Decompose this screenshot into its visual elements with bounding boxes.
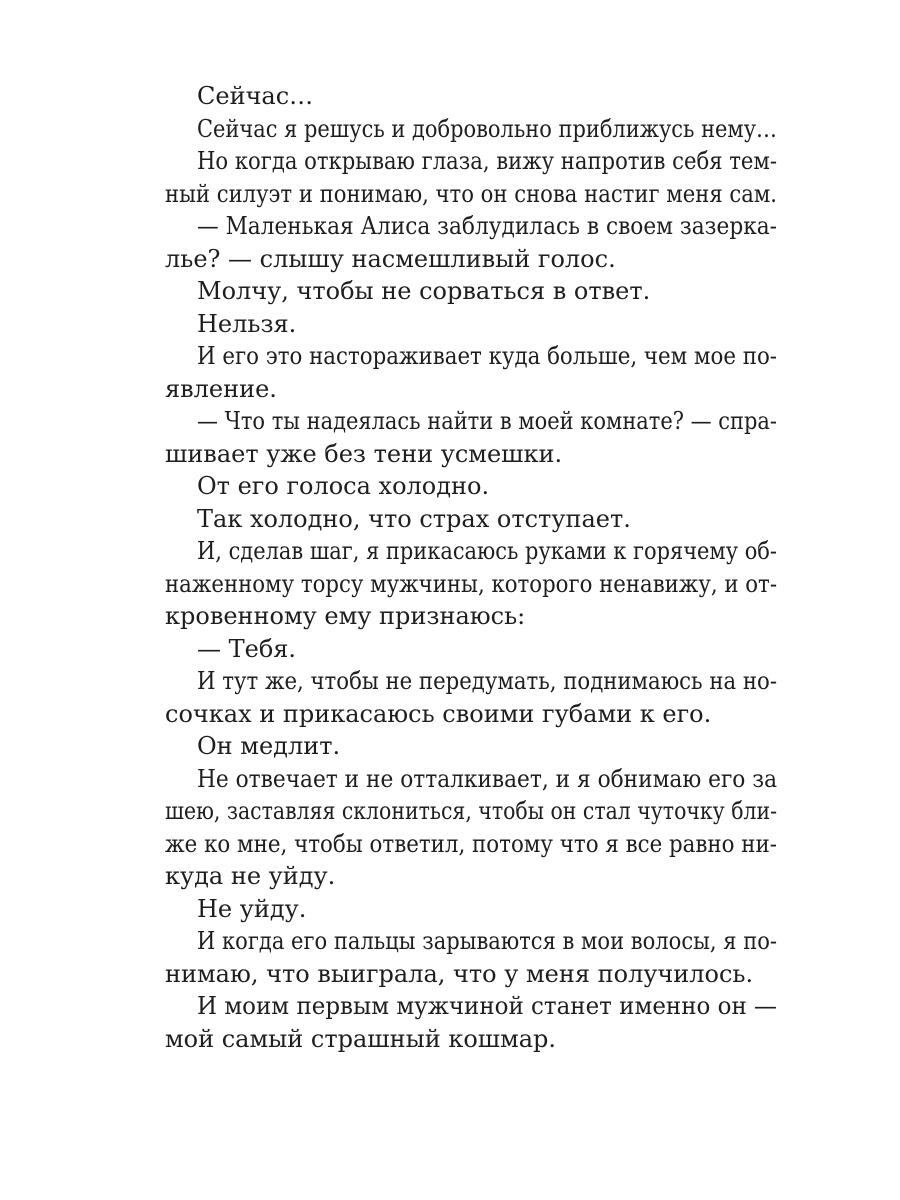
text-line: Не уйду. [197,894,307,923]
text-line: Но когда открываю глаза, вижу напротив себя тем- [197,147,777,175]
page-text [165,80,777,1055]
text-line: Не отвечает и не отталкивает, и я обнимаю его за [197,764,777,793]
text-line: кровенному ему признаюсь: [165,602,526,630]
text-line: И моим первым мужчиной станет именно он — [197,992,777,1020]
text-line: явление. [165,374,277,403]
text-line: ный силуэт и понимаю, что он снова настиг меня сам. [165,179,777,208]
text-line: лье? — слышу насмешливый голос. [165,244,616,273]
text-line: Так холодно, что страх отступает. [197,504,631,533]
text-line: От его голоса холодно. [197,472,490,500]
text-line: Нельзя. [197,309,297,338]
text-line: сочках и прикасаюсь своими губами к его. [165,699,712,728]
text-line: И его это настораживает куда больше, чем мое по- [197,342,777,370]
text-line: И, сделав шаг, я прикасаюсь руками к горячему об- [197,537,777,565]
text-line: же ко мне, чтобы ответил, потому что я все равно ни- [165,829,777,858]
text-line: шивает уже без тени усмешки. [165,439,563,468]
text-line: нимаю, что выиграла, что у меня получилось. [165,959,754,988]
text-line: куда не уйду. [165,862,336,890]
text-line: Сейчас… [197,82,314,110]
text-line: И когда его пальцы зарываются в мои волосы, я по- [197,927,777,955]
text-line: И тут же, чтобы не передумать, поднимаюсь на но- [197,667,777,695]
text-line: Сейчас я решусь и добровольно приближусь нему… [197,114,777,143]
text-line: — Тебя. [197,634,297,663]
text-line: — Что ты надеялась найти в моей комнате? — спра- [197,407,777,435]
text-line: — Маленькая Алиса заблудилась в своем зазерка- [197,212,777,240]
text-line: шею, заставляя склониться, чтобы он стал чуточку бли- [165,797,777,825]
text-line: мой самый страшный кошмар. [165,1024,557,1053]
text-line: Он медлит. [197,732,341,760]
text-line: Молчу, чтобы не сорваться в ответ. [197,277,651,305]
text-line: наженному торсу мужчины, которого ненавижу, и от- [165,569,777,598]
